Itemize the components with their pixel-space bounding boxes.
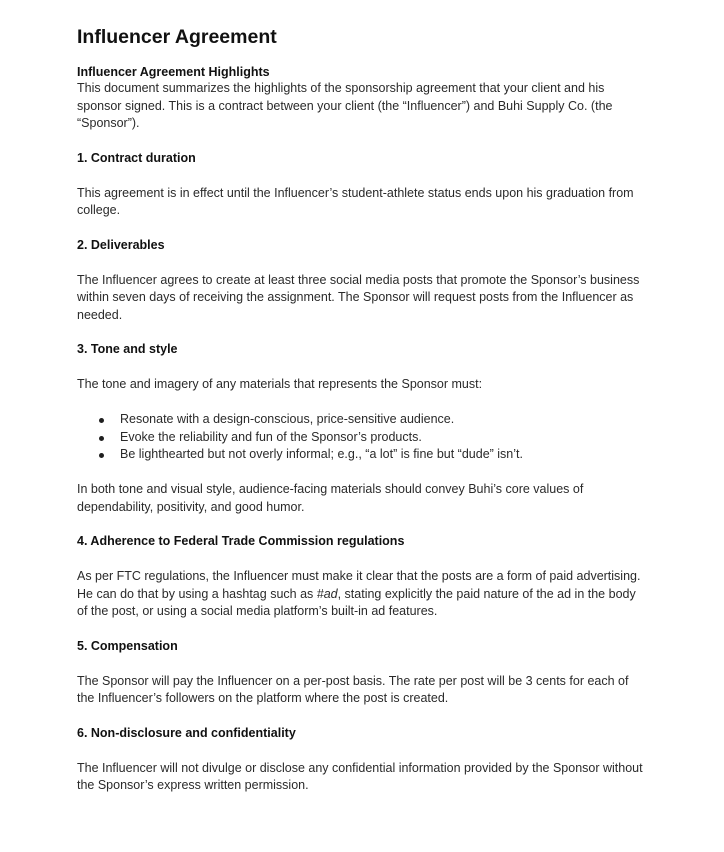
ftc-text-after: , stating explicitly the paid nature of the ad in the body of the post, or using a social media platform’s built-in ad features. bbox=[77, 586, 636, 618]
document-page bbox=[77, 24, 647, 795]
list-item-text: Evoke the reliability and fun of the Sponsor’s products. bbox=[120, 429, 422, 444]
section-heading-non-disclosure: 6. Non-disclosure and confidentiality bbox=[77, 725, 296, 740]
section-body-non-disclosure: The Influencer will not divulge or disclose any confidential information provided by the Sponsor without the Sponsor’s express written permission. bbox=[77, 760, 643, 792]
bullet-icon bbox=[99, 418, 104, 423]
section-heading-deliverables: 2. Deliverables bbox=[77, 237, 165, 252]
section-body-contract-duration: This agreement is in effect until the Influencer’s student-athlete status ends upon his graduation from college. bbox=[77, 185, 634, 217]
list-item-text: Resonate with a design-conscious, price-sensitive audience. bbox=[120, 412, 455, 426]
list-item-text: Be lighthearted but not overly informal; e.g., “a lot” is fine but “dude” isn’t. bbox=[120, 447, 523, 461]
section-heading-contract-duration: 1. Contract duration bbox=[77, 150, 196, 165]
section-body-ftc-regulations bbox=[77, 568, 647, 621]
tone-bullet-list bbox=[77, 411, 647, 464]
bullet-icon bbox=[99, 436, 104, 441]
section-closing-tone-and-style: In both tone and visual style, audience-facing materials should convey Buhi’s core values of dependability, positivity, and good humor. bbox=[77, 482, 584, 514]
section-body-deliverables: The Influencer agrees to create at least three social media posts that promote the Sponsor’s business within seven days of receiving the assignment. The Sponsor will request posts from the Influencer as needed. bbox=[77, 272, 640, 322]
section-body-tone-and-style: The tone and imagery of any materials that represents the Sponsor must: bbox=[77, 377, 483, 391]
section-heading-compensation: 5. Compensation bbox=[77, 638, 178, 653]
ftc-text-before: As per FTC regulations, the Influencer must make it clear that the posts are a form of paid advertising. He can do that by using a hashtag such as bbox=[77, 569, 641, 601]
list-item bbox=[77, 411, 647, 429]
section-body-compensation: The Sponsor will pay the Influencer on a per-post basis. The rate per post will be 3 cents for each of the Influencer’s followers on the platform where the post is created. bbox=[77, 673, 629, 705]
document-title: Influencer Agreement bbox=[77, 26, 277, 48]
section-heading-tone-and-style: 3. Tone and style bbox=[77, 342, 178, 356]
bullet-icon bbox=[99, 453, 104, 458]
hashtag-example: #ad bbox=[316, 586, 338, 601]
highlights-title: Influencer Agreement Highlights bbox=[77, 65, 270, 79]
list-item bbox=[77, 429, 647, 447]
section-heading-ftc-regulations: 4. Adherence to Federal Trade Commission regulations bbox=[77, 534, 405, 548]
intro-paragraph: This document summarizes the highlights of the sponsorship agreement that your client and his sponsor signed. This is a contract between your client (the “Influencer”) and Buhi Supply Co. (the “Sponsor”). bbox=[77, 81, 613, 130]
list-item bbox=[77, 446, 647, 464]
